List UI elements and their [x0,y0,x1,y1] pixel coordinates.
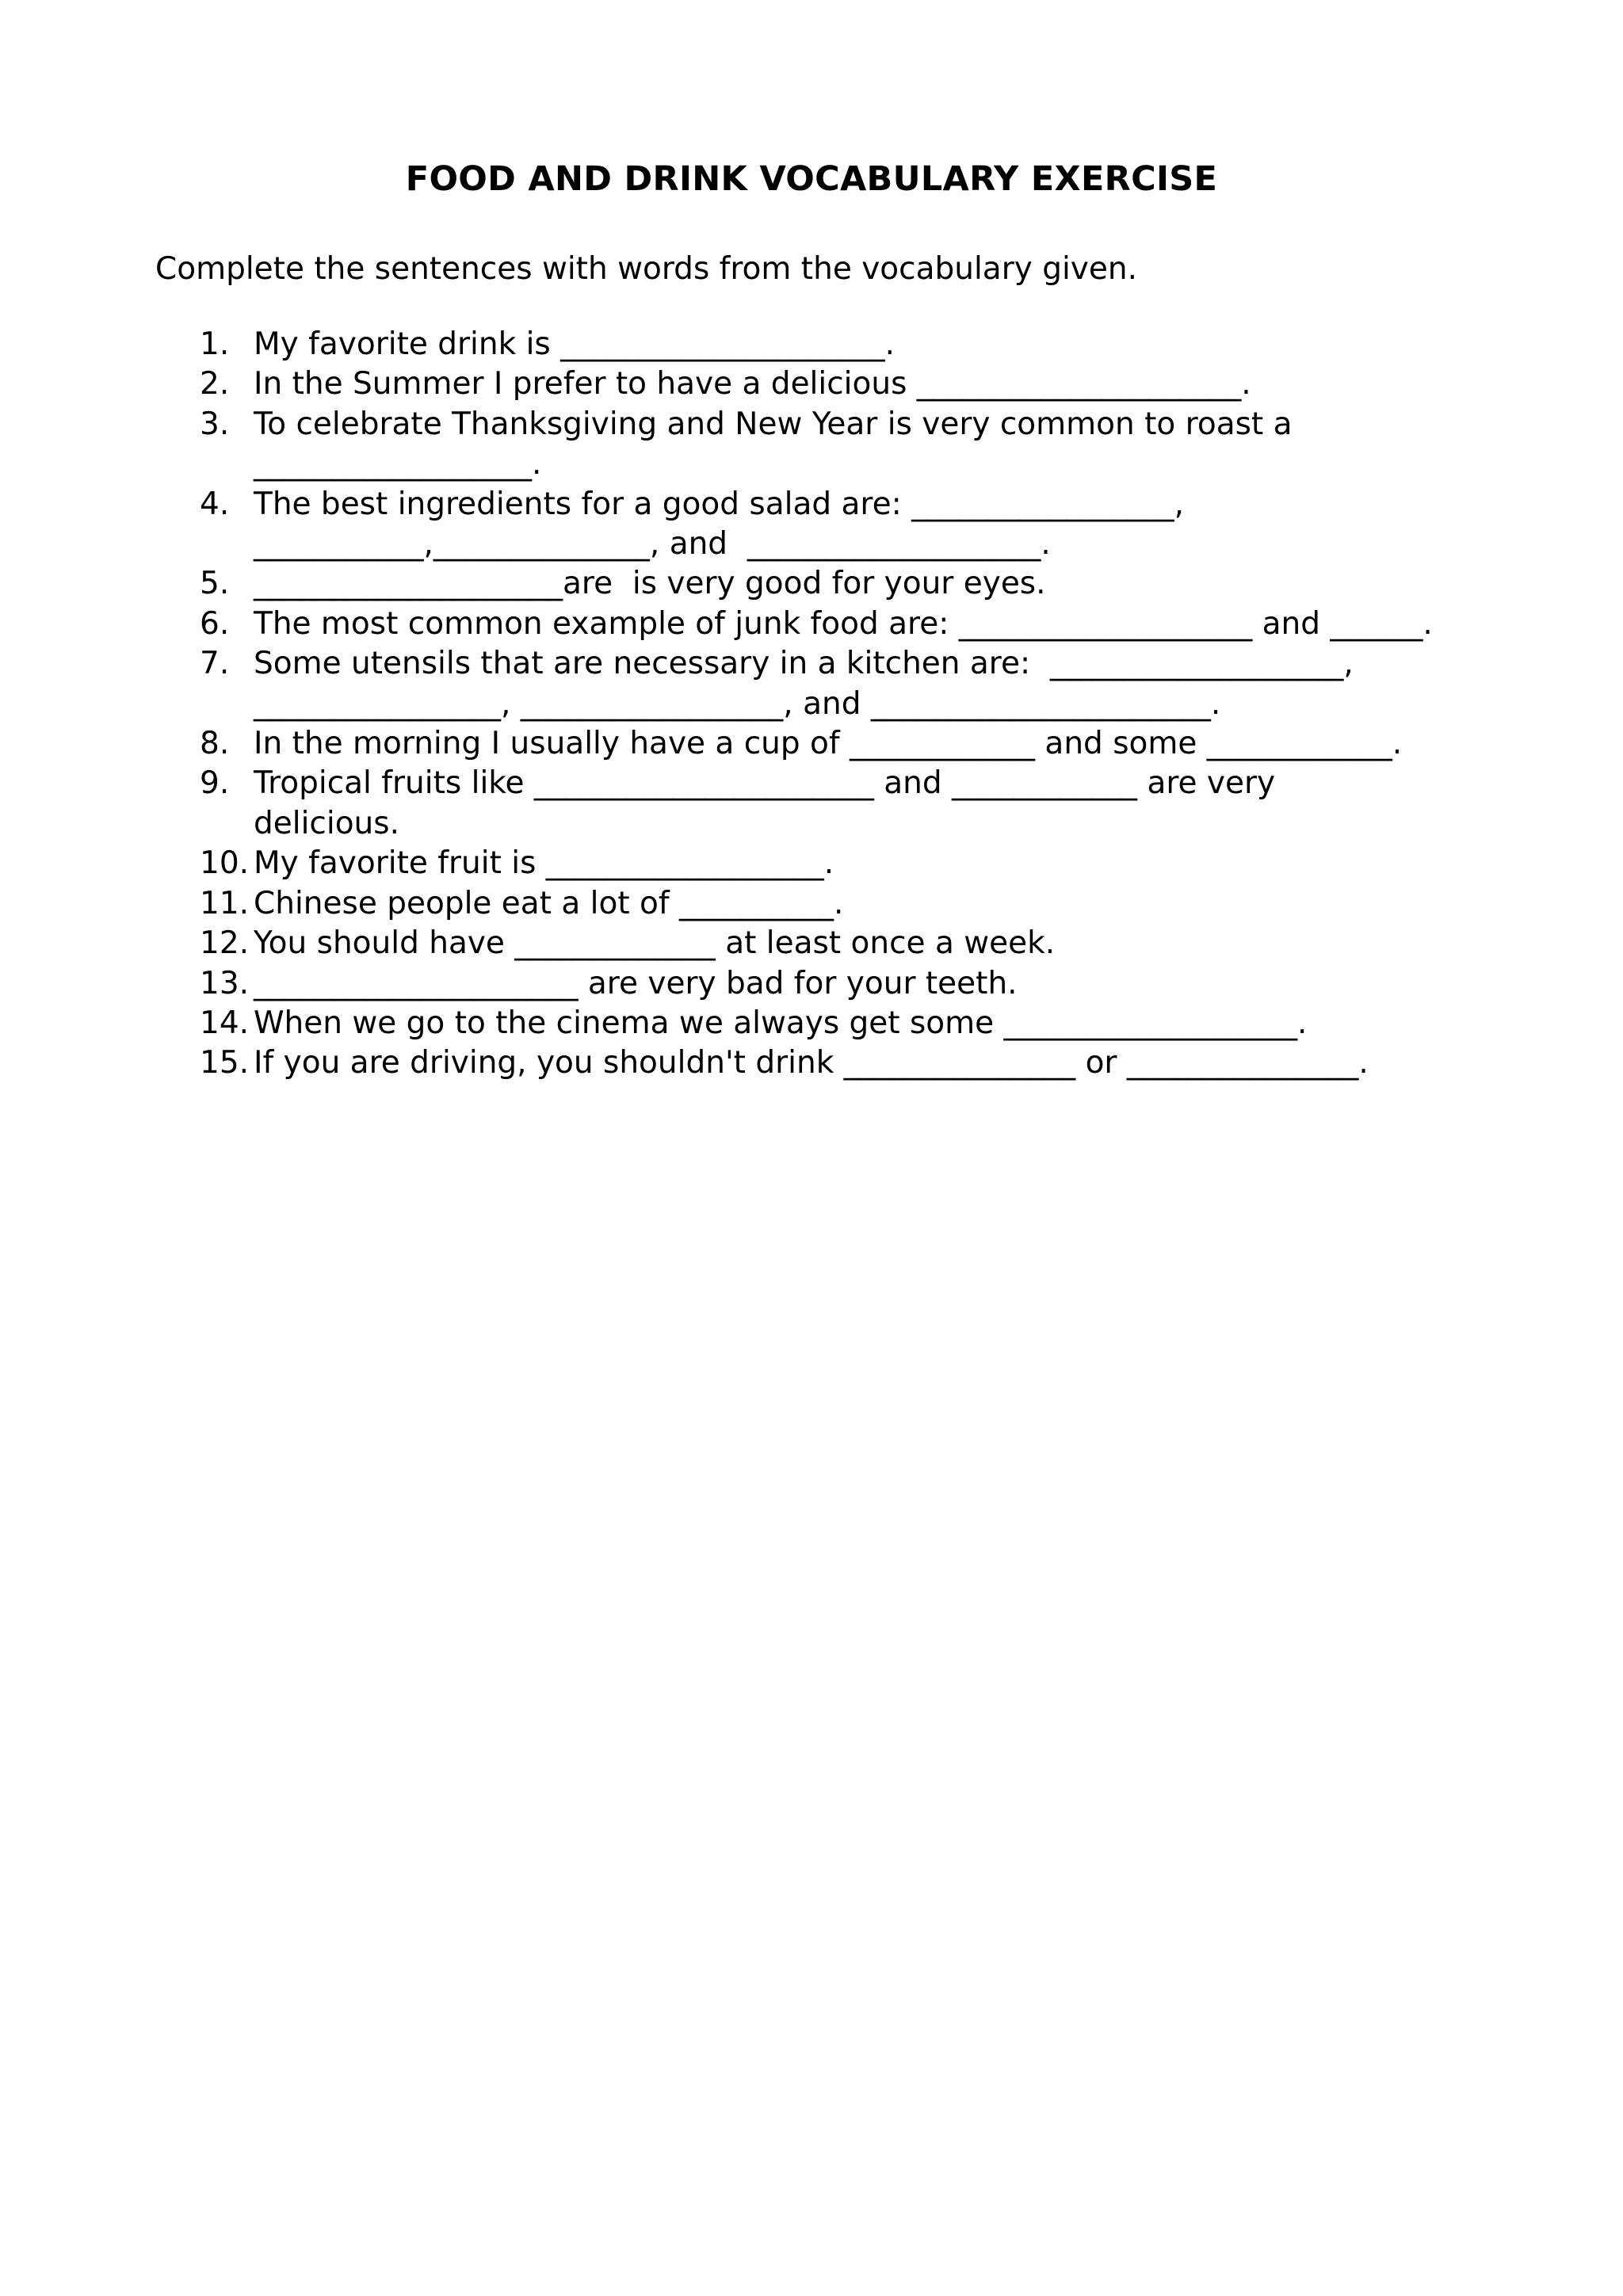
exercise-item [200,564,1594,604]
item-text-line: __________________. [254,446,542,482]
item-text-line: Some utensils that are necessary in a kitchen are: ___________________, [254,646,1354,682]
item-number: 13. [200,965,250,1001]
item-text-line: delicious. [254,805,399,841]
exercise-item [200,844,1594,883]
instruction-text: Complete the sentences with words from the vocabulary given. [155,251,1137,287]
exercise-item [200,884,1594,924]
exercise-item [200,924,1594,963]
exercise-list [200,325,1594,1084]
item-text-line: ___________,______________, and ___________________. [254,526,1051,563]
item-text-line: ____________________are is very good for your eyes. [254,566,1046,602]
exercise-item [200,964,1594,1004]
item-text-line: To celebrate Thanksgiving and New Year is very common to roast a [254,406,1293,442]
item-text-line: If you are driving, you shouldn't drink _______________ or _______________. [254,1045,1369,1081]
exercise-item [200,405,1594,485]
exercise-item [200,764,1594,844]
item-text-line: Tropical fruits like ______________________ and ____________ are very [254,765,1276,802]
item-text-line: In the morning I usually have a cup of ____________ and some ____________. [254,726,1403,762]
item-text-line: When we go to the cinema we always get some ___________________. [254,1005,1308,1041]
item-number: 9. [200,765,230,802]
item-number: 4. [200,486,230,522]
item-number: 1. [200,326,230,362]
item-number: 12. [200,925,250,962]
item-text-line: You should have _____________ at least once a week. [254,925,1056,962]
item-text-line: ________________, _________________, and ______________________. [254,685,1221,722]
page-title: FOOD AND DRINK VOCABULARY EXERCISE [405,159,1218,199]
item-number: 2. [200,366,230,402]
item-text-line: The most common example of junk food are: ___________________ and ______. [254,605,1433,642]
exercise-item [200,644,1594,724]
item-text-line: In the Summer I prefer to have a delicious _____________________. [254,366,1251,402]
item-text-line: The best ingredients for a good salad are: _________________, [254,486,1185,522]
item-number: 11. [200,885,250,921]
exercise-item [200,1004,1594,1043]
exercise-item [200,724,1594,764]
item-text-line: _____________________ are very bad for your teeth. [254,965,1018,1001]
item-number: 5. [200,566,230,602]
item-text-line: My favorite fruit is __________________. [254,845,834,882]
item-number: 8. [200,726,230,762]
exercise-item [200,485,1594,565]
item-number: 7. [200,646,230,682]
exercise-item [200,605,1594,644]
exercise-item [200,325,1594,364]
item-number: 15. [200,1045,250,1081]
item-number: 3. [200,406,230,442]
item-number: 6. [200,605,230,642]
item-text-line: Chinese people eat a lot of __________. [254,885,844,921]
item-number: 10. [200,845,250,882]
exercise-item [200,364,1594,404]
item-number: 14. [200,1005,250,1041]
item-text-line: My favorite drink is _____________________. [254,326,896,362]
exercise-item [200,1043,1594,1083]
